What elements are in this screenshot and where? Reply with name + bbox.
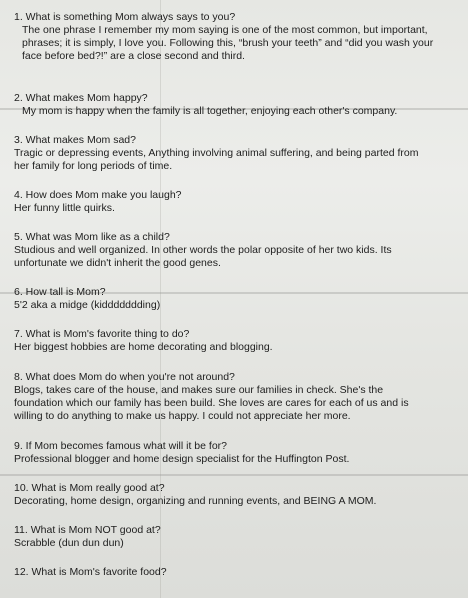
answer-line: The one phrase I remember my mom saying is one of the most common, but important, [22, 24, 428, 36]
answer-line: Blogs, takes care of the house, and makes sure our families in check. She's the [14, 384, 384, 396]
question-block [14, 524, 454, 550]
question-block [14, 566, 454, 579]
answer-line: Her biggest hobbies are home decorating and blogging. [14, 341, 273, 353]
answer-line: 5'2 aka a midge (kiddddddding) [14, 299, 161, 311]
question-text: 2. What makes Mom happy? [14, 92, 148, 104]
question-block [14, 231, 454, 270]
question-text: 10. What is Mom really good at? [14, 482, 165, 494]
answer-line: willing to do anything to make us happy. I could not appreciate her more. [14, 410, 351, 422]
answer-text [14, 147, 454, 173]
answer-line: Decorating, home design, organizing and running events, and BEING A MOM. [14, 495, 377, 507]
question-text: 9. If Mom becomes famous what will it be for? [14, 440, 227, 452]
answer-text [14, 202, 454, 215]
answer-line: My mom is happy when the family is all together, enjoying each other's company. [22, 105, 398, 117]
question-block [14, 189, 454, 215]
answer-text [14, 105, 454, 118]
question-block [14, 92, 454, 118]
question-text: 11. What is Mom NOT good at? [14, 524, 161, 536]
question-text: 4. How does Mom make you laugh? [14, 189, 182, 201]
question-text: 12. What is Mom's favorite food? [14, 566, 167, 578]
answer-text [14, 453, 454, 466]
answer-text [14, 537, 454, 550]
answer-text [14, 24, 454, 63]
question-block [14, 482, 454, 508]
answer-line: Tragic or depressing events, Anything involving animal suffering, and being parted from [14, 147, 419, 159]
question-text: 6. How tall is Mom? [14, 286, 106, 298]
answer-line: face before bed?!” are a close second and third. [22, 50, 245, 62]
question-block [14, 11, 454, 63]
answer-text [14, 299, 454, 312]
answer-line: Studious and well organized. In other words the polar opposite of her two kids. Its [14, 244, 392, 256]
question-block [14, 440, 454, 466]
question-text: 1. What is something Mom always says to you? [14, 11, 236, 23]
answer-text [14, 384, 454, 423]
answer-text [14, 495, 454, 508]
question-block [14, 371, 454, 423]
question-block [14, 328, 454, 354]
answer-line: Professional blogger and home design specialist for the Huffington Post. [14, 453, 350, 465]
question-text: 5. What was Mom like as a child? [14, 231, 170, 243]
answer-line: Her funny little quirks. [14, 202, 115, 214]
question-text: 7. What is Mom's favorite thing to do? [14, 328, 190, 340]
answer-line: unfortunate we didn't inherit the good genes. [14, 257, 221, 269]
answer-text [14, 244, 454, 270]
paper-fold [0, 474, 468, 476]
question-text: 8. What does Mom do when you're not around? [14, 371, 235, 383]
answer-text [14, 341, 454, 354]
answer-line: phrases; it is simply, I love you. Following this, “brush your teeth” and “did you wash your [22, 37, 434, 49]
answer-line: Scrabble (dun dun dun) [14, 537, 124, 549]
answer-line: foundation which our family has been build. She loves are cares for each of us and is [14, 397, 409, 409]
question-text: 3. What makes Mom sad? [14, 134, 136, 146]
question-block [14, 134, 454, 173]
answer-line: her family for long periods of time. [14, 160, 173, 172]
question-block [14, 286, 454, 312]
